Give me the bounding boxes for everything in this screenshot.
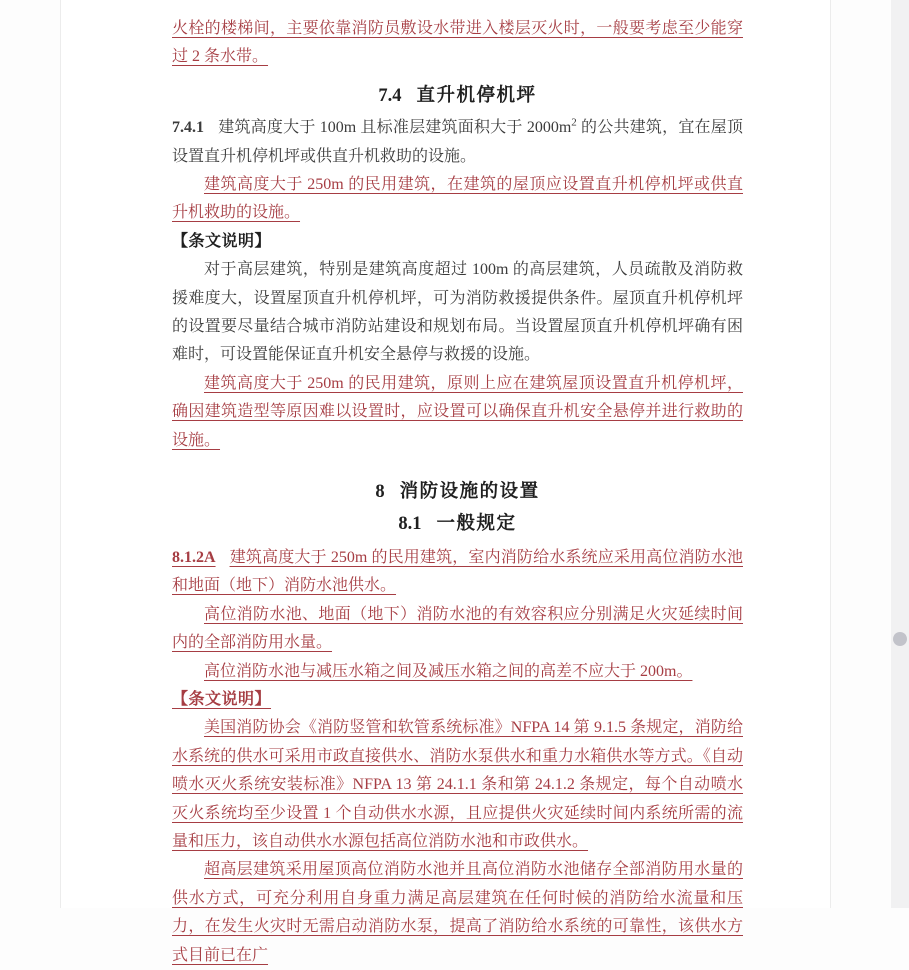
heading-title: 直升机停机坪 <box>416 83 537 105</box>
clause-8-1-2A <box>172 544 743 601</box>
explanation-paragraph: 对于高层建筑，特别是建筑高度超过 100m 的高层建筑，人员疏散及消防救援难度大，设置屋顶直升机停机坪，可为消防救援提供条件。屋顶直升机停机坪的设置要尽量结合城市消防站建设和规划布局。当设置屋顶直升机停机坪确有困难时，可设置能保证直升机安全悬停与救援的设施。 <box>172 261 743 364</box>
clause-number: 7.4.1 <box>172 119 204 137</box>
explanation-label-red <box>172 686 743 714</box>
section-8-1-heading <box>172 509 743 538</box>
superscript: 2 <box>571 116 577 129</box>
clause-text: 的公共建筑，宜在屋顶设置直升机停机坪或供直升机救助的设施。 <box>172 119 743 165</box>
explanation-label-text: 【条文说明】 <box>172 232 272 250</box>
heading-title: 一般规定 <box>436 511 517 533</box>
explanation-label <box>172 228 743 256</box>
heading-title: 消防设施的设置 <box>399 480 540 502</box>
section-7-4-heading <box>172 81 743 110</box>
clause-text: 建筑高度大于 100m 且标准层建筑面积大于 2000m <box>218 119 572 137</box>
revision-paragraph: 建筑高度大于 250m 的民用建筑，原则上应在建筑屋顶设置直升机停机坪，确因建筑造型等原因难以设置时，应设置可以确保直升机安全悬停并进行救助的设施。 <box>172 374 743 449</box>
document-page <box>60 0 831 964</box>
explanation-label-text: 【条文说明】 <box>172 690 272 708</box>
explanation-paragraph: 美国消防协会《消防竖管和软管系统标准》NFPA 14 第 9.1.5 条规定，消防给水系统的供水可采用市政直接供水、消防水泵供水和重力水箱供水等方式。《自动喷水灭火系统安装标准》NFPA 13 第 24.1.1 条和第 24.1.2 条规定，每个自动喷水灭火系统均至少设置 1 个自动供水水源，且应提供火灾延续时间内系统所需的流量和压力，该自动供水水源包括高位消防水池和市政供水。 <box>172 719 743 850</box>
revision-paragraph: 高位消防水池、地面（地下）消防水池的有效容积应分别满足火灾延续时间内的全部消防用水量。 <box>172 605 743 652</box>
heading-number: 8 <box>375 482 385 503</box>
section-8-heading <box>172 477 743 506</box>
scrollbar-track[interactable] <box>891 0 909 908</box>
revision-paragraph: 建筑高度大于 250m 的民用建筑，在建筑的屋顶应设置直升机停机坪或供直升机救助的设施。 <box>172 176 743 222</box>
document-content <box>61 0 830 970</box>
clause-number: 8.1.2A <box>172 548 216 566</box>
heading-number: 7.4 <box>378 85 402 106</box>
carryover-paragraph: 火栓的楼梯间，主要依靠消防员敷设水带进入楼层灭火时，一般要考虑至少能穿过 2 条水带。 <box>172 20 743 66</box>
explanation-paragraph: 超高层建筑采用屋顶高位消防水池并且高位消防水池储存全部消防用水量的供水方式，可充分利用自身重力满足高层建筑在任何时候的消防给水流量和压力，在发生火灾时无需启动消防水泵，提高了消防给水系统的可靠性，该供水方式目前已在广 <box>172 861 743 964</box>
clause-text: 建筑高度大于 250m 的民用建筑，室内消防给水系统应采用高位消防水池和地面（地下）消防水池供水。 <box>172 548 743 595</box>
clause-7-4-1 <box>172 114 743 171</box>
scrollbar-thumb[interactable] <box>893 632 907 646</box>
heading-number: 8.1 <box>398 513 422 534</box>
revision-paragraph: 高位消防水池与减压水箱之间及减压水箱之间的高差不应大于 200m。 <box>204 662 693 680</box>
